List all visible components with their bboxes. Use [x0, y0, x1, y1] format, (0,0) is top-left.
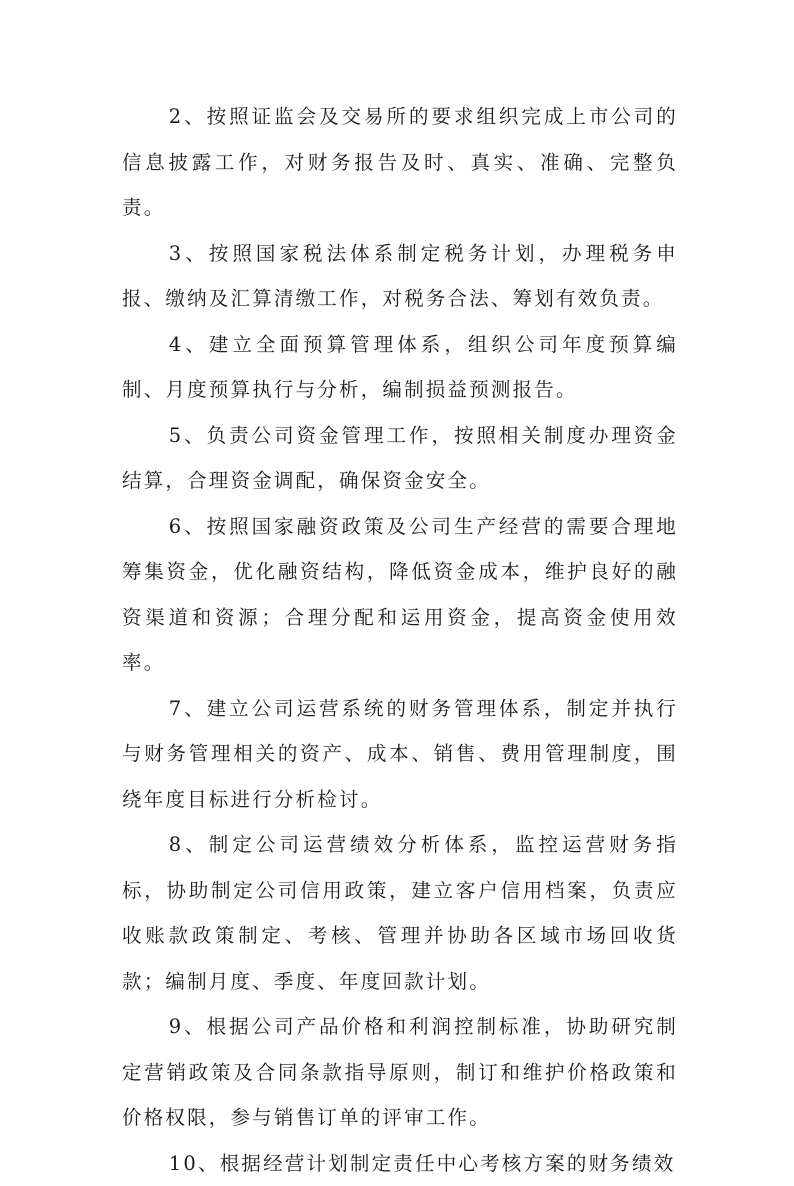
paragraph-item-6: 6、按照国家融资政策及公司生产经营的需要合理地筹集资金，优化融资结构，降低资金成本，维护良好的融资渠道和资源；合理分配和运用资金，提高资金使用效率。	[122, 504, 678, 686]
paragraph-item-10: 10、根据经营计划制定责任中心考核方案的财务绩效	[122, 1141, 678, 1186]
paragraph-item-2: 2、按照证监会及交易所的要求组织完成上市公司的信息披露工作，对财务报告及时、真实、准确、完整负责。	[122, 94, 678, 231]
paragraph-item-9: 9、根据公司产品价格和利润控制标准，协助研究制定营销政策及合同条款指导原则，制订和维护价格政策和价格权限，参与销售订单的评审工作。	[122, 1004, 678, 1141]
paragraph-item-8: 8、制定公司运营绩效分析体系，监控运营财务指标，协助制定公司信用政策，建立客户信用档案，负责应收账款政策制定、考核、管理并协助各区域市场回收货款；编制月度、季度、年度回款计划。	[122, 822, 678, 1004]
paragraph-item-5: 5、负责公司资金管理工作，按照相关制度办理资金结算，合理资金调配，确保资金安全。	[122, 413, 678, 504]
document-body	[122, 94, 678, 1186]
paragraph-item-3: 3、按照国家税法体系制定税务计划，办理税务申报、缴纳及汇算清缴工作，对税务合法、筹划有效负责。	[122, 231, 678, 322]
paragraph-item-4: 4、建立全面预算管理体系，组织公司年度预算编制、月度预算执行与分析，编制损益预测报告。	[122, 322, 678, 413]
paragraph-item-7: 7、建立公司运营系统的财务管理体系，制定并执行与财务管理相关的资产、成本、销售、费用管理制度，围绕年度目标进行分析检讨。	[122, 686, 678, 823]
